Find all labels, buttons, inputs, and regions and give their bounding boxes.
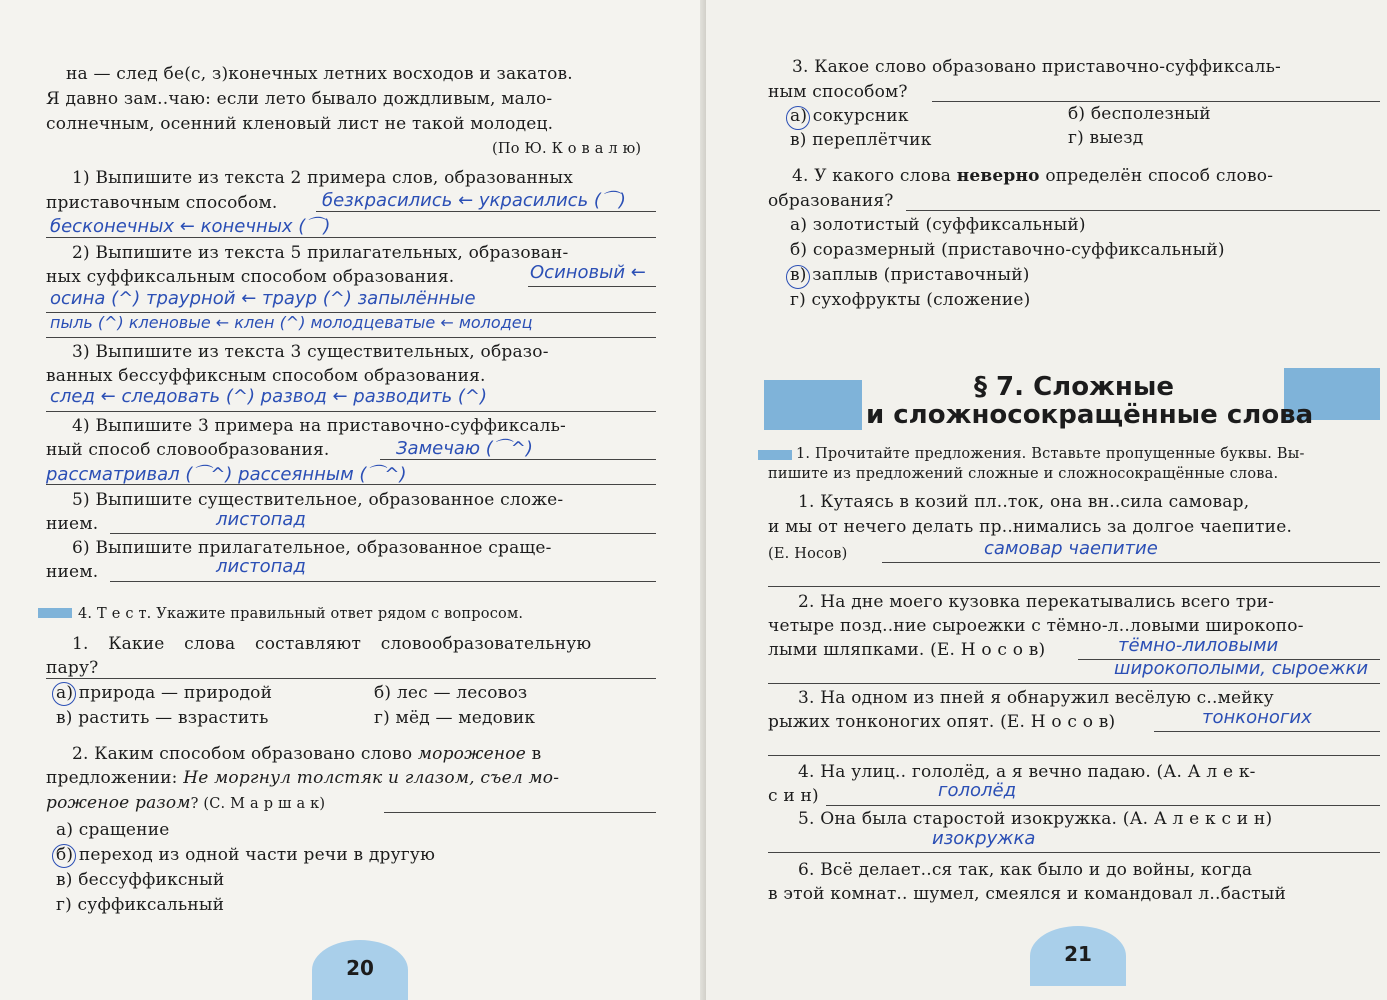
handwritten-answer: Осиновый ←: [530, 262, 646, 283]
task-1-heading: 1. Прочитайте предложения. Вставьте пропущенные буквы. Вы-: [796, 446, 1305, 462]
sentence-2: 2. На дне моего кузовка перекатывались всего три-: [798, 592, 1275, 612]
option: б) лес — лесовоз: [374, 683, 528, 703]
source-citation: ? (С. М а р ш а к): [190, 796, 326, 812]
text-line: на — след бе(с, з)конечных летних восходов и закатов.: [66, 64, 573, 84]
handwritten-answer: безкрасились ← украсились (⌒): [322, 190, 626, 211]
answer-line: [1154, 731, 1380, 732]
option: а) золотистый (суффиксальный): [790, 215, 1086, 235]
answer-line: [528, 286, 656, 287]
question-text: предложении:: [46, 768, 184, 788]
task-4-heading: 4. Т е с т. Укажите правильный ответ рядом с вопросом.: [78, 606, 524, 622]
option: а) сокурсник: [790, 106, 909, 126]
test-question-2: [46, 766, 559, 790]
test-question-1: пару?: [46, 658, 99, 678]
answer-line: [110, 533, 656, 534]
sentence-1: и мы от нечего делать пр..нимались за долгое чаепитие.: [768, 517, 1293, 537]
option: б) бесполезный: [1068, 104, 1211, 124]
handwritten-answer: широкополыми, сыроежки: [1114, 658, 1369, 679]
source-citation: (По Ю. К о в а л ю): [492, 141, 642, 157]
answer-line: [110, 581, 656, 582]
question-4: образования?: [768, 191, 894, 211]
handwritten-answer: тёмно-лиловыми: [1118, 635, 1279, 656]
question-1: 1) Выпишите из текста 2 примера слов, образованных: [72, 168, 573, 188]
option: г) суффиксальный: [56, 895, 225, 915]
question-3: ным способом?: [768, 82, 908, 102]
sentence-3: рыжих тонконогих опят. (Е. Н о с о в): [768, 712, 1116, 732]
sentence-5: 5. Она была старостой изокружка. (А. А л е к с и н): [798, 809, 1273, 829]
question-6: 6) Выпишите прилагательное, образованное сраще-: [72, 538, 552, 558]
handwritten-answer: листопад: [216, 509, 306, 530]
page-number-badge: [1030, 926, 1126, 986]
option: г) сухофрукты (сложение): [790, 290, 1031, 310]
question-6: нием.: [46, 562, 99, 582]
page-number: 20: [346, 956, 374, 980]
task-marker: [38, 608, 72, 618]
question-4: [792, 164, 1273, 188]
question-2: ных суффиксальным способом образования.: [46, 267, 455, 287]
test-question-1: 1. Какие слова составляют словообразовательную: [72, 634, 592, 654]
question-text: 4. У какого слова: [792, 166, 957, 186]
sentence-1: (Е. Носов): [768, 546, 848, 562]
handwritten-answer: рассматривал (⌒^) рассеянным (⌒^): [46, 464, 407, 485]
text-line: солнечным, осенний кленовый лист не такой молодец.: [46, 114, 554, 134]
handwritten-answer: Замечаю (⌒^): [396, 438, 533, 459]
quote: роженое разом: [46, 793, 191, 813]
option: в) бессуффиксный: [56, 870, 225, 890]
handwritten-answer: бесконечных ← конечных (⌒): [50, 216, 331, 237]
handwritten-answer: самовар чаепитие: [984, 538, 1158, 559]
sentence-2: четыре позд..ние сыроежки с тёмно-л..ловыми широкопо-: [768, 616, 1304, 636]
option: а) сращение: [56, 820, 170, 840]
sentence-6: в этой комнат.. шумел, смеялся и командовал л..бастый: [768, 884, 1286, 904]
section-subtitle: и сложносокращённые слова: [866, 400, 1314, 430]
sentence-6: 6. Всё делает..ся так, как было и до войны, когда: [798, 860, 1253, 880]
option: г) выезд: [1068, 128, 1144, 148]
keyword: мороженое: [417, 744, 526, 764]
answer-line: [46, 678, 656, 679]
sentence-4: 4. На улиц.. гололёд, а я вечно падаю. (А. А л е к-: [798, 762, 1256, 782]
handwritten-answer: пыль (^) кленовые ← клен (^) молодцеватые ← молодец: [50, 313, 533, 332]
answer-line: [46, 337, 656, 338]
right-page: [706, 0, 1387, 1000]
question-2: 2) Выпишите из текста 5 прилагательных, образован-: [72, 243, 569, 263]
sentence-1: 1. Кутаясь в козий пл..ток, она вн..сила самовар,: [798, 492, 1250, 512]
answer-line: [46, 411, 656, 412]
handwritten-answer: тонконогих: [1202, 707, 1312, 728]
question-5: 5) Выпишите существительное, образованное сложе-: [72, 490, 564, 510]
handwritten-answer: изокружка: [932, 828, 1036, 849]
test-question-2: [46, 791, 325, 816]
option: б) соразмерный (приставочно-суффиксальный): [790, 240, 1225, 260]
section-title: § 7. Сложные: [974, 372, 1175, 402]
question-3: 3) Выпишите из текста 3 существительных, образо-: [72, 342, 549, 362]
answer-line: [384, 812, 656, 813]
option: б) переход из одной части речи в другую: [56, 845, 436, 865]
question-text: в: [526, 744, 542, 764]
question-3: 3. Какое слово образовано приставочно-суффиксаль-: [792, 57, 1281, 77]
task-marker: [758, 450, 792, 460]
page-number-badge: [312, 940, 408, 1000]
title-accent-left: [764, 380, 862, 430]
answer-line: [768, 755, 1380, 756]
keyword: неверно: [956, 166, 1040, 186]
option: а) природа — природой: [56, 683, 273, 703]
answer-line: [882, 562, 1380, 563]
handwritten-answer: листопад: [216, 556, 306, 577]
quote: Не моргнул толстяк и глазом, съел мо-: [183, 768, 560, 788]
question-4: 4) Выпишите 3 примера на приставочно-суффиксаль-: [72, 416, 566, 436]
question-4: ный способ словообразования.: [46, 440, 330, 460]
sentence-2: лыми шляпками. (Е. Н о с о в): [768, 640, 1046, 660]
question-1: приставочным способом.: [46, 193, 278, 213]
test-question-2: [72, 742, 541, 766]
page-number: 21: [1064, 942, 1092, 966]
answer-line: [768, 586, 1380, 587]
option: в) растить — взрастить: [56, 708, 269, 728]
question-text: 2. Каким способом образовано слово: [72, 744, 418, 764]
task-1-heading: пишите из предложений сложные и сложносокращённые слова.: [768, 466, 1279, 482]
handwritten-answer: осина (^) траурной ← траур (^) запылённые: [50, 288, 476, 309]
option: в) заплыв (приставочный): [790, 265, 1030, 285]
answer-line: [768, 683, 1380, 684]
text-line: Я давно зам..чаю: если лето бывало дождливым, мало-: [46, 89, 553, 109]
question-text: определён способ слово-: [1039, 166, 1274, 186]
question-5: нием.: [46, 514, 99, 534]
handwritten-answer: гололёд: [938, 780, 1017, 801]
answer-line: [768, 852, 1380, 853]
answer-line: [906, 210, 1380, 211]
option: в) переплётчик: [790, 130, 932, 150]
handwritten-answer: след ← следовать (^) развод ← разводить (^): [50, 386, 488, 407]
question-3: ванных бессуффиксным способом образования.: [46, 366, 486, 386]
answer-line: [826, 805, 1380, 806]
sentence-4: с и н): [768, 786, 819, 806]
sentence-3: 3. На одном из пней я обнаружил весёлую с..мейку: [798, 688, 1274, 708]
option: г) мёд — медовик: [374, 708, 536, 728]
